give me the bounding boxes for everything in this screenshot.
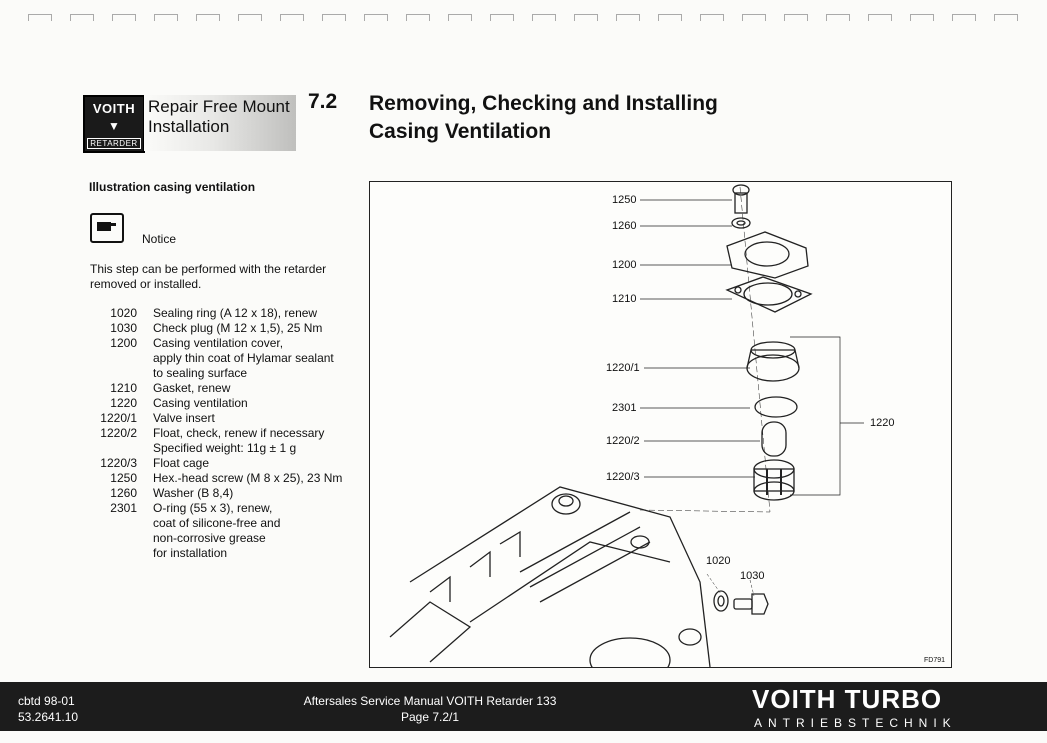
logo-brand-text: VOITH: [92, 101, 136, 116]
page-footer: [0, 682, 1047, 731]
part-description: Gasket, renew: [153, 381, 231, 395]
section-line1: Repair Free Mount: [148, 97, 290, 116]
part-description: Sealing ring (A 12 x 18), renew: [153, 306, 318, 320]
part-description: Hex.-head screw (M 8 x 25), 23 Nm: [153, 471, 343, 485]
part-number: 1220: [110, 396, 137, 410]
label-1220-2: 1220/2: [606, 435, 640, 447]
part-description: coat of silicone-free and: [153, 516, 281, 530]
label-1220-3: 1220/3: [606, 471, 640, 483]
page-number: Page 7.2/1: [400, 710, 460, 724]
manual-title: Aftersales Service Manual VOITH Retarder 133: [303, 694, 557, 708]
exploded-view-drawing: [370, 182, 951, 667]
brand-tagline: ANTRIEBSTECHNIK: [754, 716, 957, 730]
part-description: Valve insert: [153, 411, 215, 425]
voith-retarder-logo: [83, 95, 145, 153]
doc-code: cbtd 98-01: [18, 694, 75, 708]
label-1250: 1250: [612, 194, 637, 206]
part-description: apply thin coat of Hylamar sealant: [153, 351, 334, 365]
part-description: for installation: [153, 546, 228, 560]
part-number: 1250: [110, 471, 137, 485]
voith-turbo-logo: VOITH TURBO: [752, 684, 943, 714]
label-1020: 1020: [706, 555, 731, 567]
part-number: 1260: [110, 486, 137, 500]
step-line1: This step can be performed with the retarder: [90, 262, 327, 276]
label-1200: 1200: [612, 259, 637, 271]
part-description: Specified weight: 11g ± 1 g: [153, 441, 297, 455]
logo-sub-text: RETARDER: [87, 138, 141, 149]
illustration-subheading: Illustration casing ventilation: [89, 180, 256, 194]
part-description: Float cage: [153, 456, 210, 470]
part-description: Float, check, renew if necessary: [153, 426, 325, 440]
figure-code: FD791: [923, 657, 945, 664]
label-1210: 1210: [612, 293, 637, 305]
section-line2: Installation: [148, 117, 230, 136]
notice-label: Notice: [142, 232, 177, 246]
part-description: to sealing surface: [153, 366, 248, 380]
part-description: Check plug (M 12 x 1,5), 25 Nm: [153, 321, 323, 335]
part-description: non-corrosive grease: [153, 531, 266, 545]
part-number: 1200: [110, 336, 137, 350]
page-title: [369, 90, 718, 146]
part-number: 1020: [110, 306, 137, 320]
pointing-hand-icon: [90, 213, 124, 243]
section-number: 7.2: [308, 90, 338, 113]
title-line1: Removing, Checking and Installing: [369, 92, 718, 115]
binding-holes: [0, 0, 1047, 32]
title-line2: Casing Ventilation: [369, 120, 552, 143]
part-description: Casing ventilation: [153, 396, 248, 410]
part-number: 1220/1: [100, 411, 137, 425]
logo-emblem-icon: ▼: [108, 119, 120, 133]
part-number: 1030: [110, 321, 137, 335]
part-number: 1220/3: [100, 456, 137, 470]
part-number: 1210: [110, 381, 137, 395]
step-line2: removed or installed.: [90, 277, 202, 291]
section-box: [144, 95, 296, 151]
label-2301: 2301: [612, 402, 637, 414]
part-description: Washer (B 8,4): [153, 486, 234, 500]
label-1260: 1260: [612, 220, 637, 232]
doc-number: 53.2641.10: [18, 710, 79, 724]
part-description: O-ring (55 x 3), renew,: [153, 501, 273, 515]
part-number: 2301: [110, 501, 137, 515]
part-number: 1220/2: [100, 426, 137, 440]
label-1030: 1030: [740, 570, 765, 582]
step-description: [90, 262, 326, 292]
exploded-view-diagram: [369, 181, 952, 668]
part-description: Casing ventilation cover,: [153, 336, 284, 350]
label-1220: 1220: [870, 417, 895, 429]
label-1220-1: 1220/1: [606, 362, 640, 374]
